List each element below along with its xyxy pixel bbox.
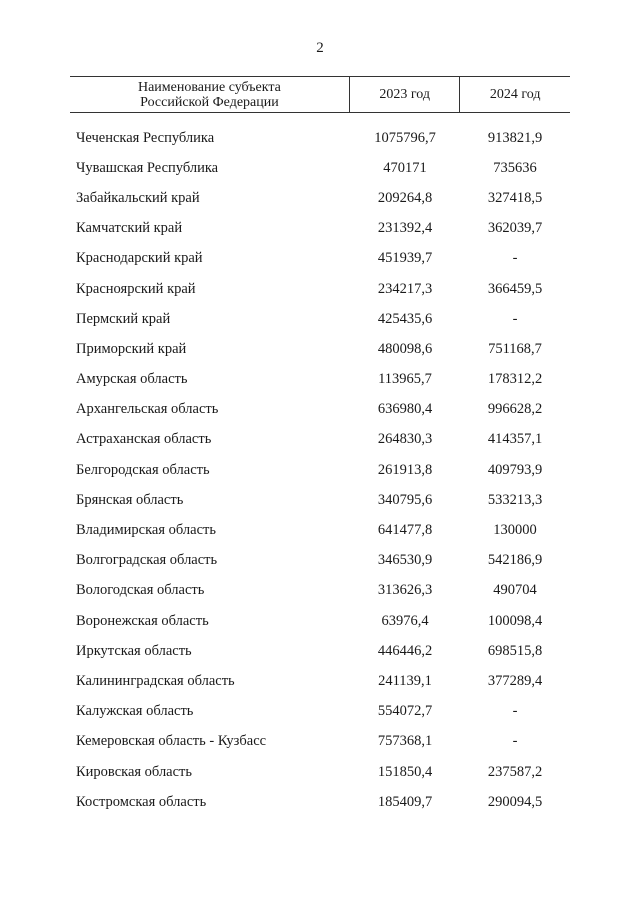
value-2024-cell: 290094,5 [487, 793, 543, 810]
subject-name-cell: Владимирская область [76, 522, 216, 539]
value-2023-cell: 313626,3 [377, 582, 433, 599]
subject-name-cell: Вологодская область [76, 582, 205, 599]
value-2023-cell: 554072,7 [377, 703, 433, 720]
subject-name-cell: Чеченская Республика [76, 129, 215, 146]
value-2023-cell: 641477,8 [377, 522, 433, 539]
table-row [70, 123, 570, 153]
table-row [70, 425, 570, 455]
value-2023-cell: 446446,2 [377, 642, 433, 659]
subject-name-cell: Кемеровская область - Кузбасс [76, 733, 267, 750]
value-2024-cell: 542186,9 [487, 552, 543, 569]
value-2023-cell: 480098,6 [377, 340, 433, 357]
value-2024-cell: 237587,2 [487, 763, 543, 780]
table-row [70, 334, 570, 364]
page-number: 2 [316, 40, 324, 56]
value-2023-cell: 231392,4 [377, 220, 433, 237]
subject-name-cell: Брянская область [76, 491, 184, 508]
value-2024-cell: 327418,5 [487, 189, 543, 206]
value-2023-cell: 151850,4 [377, 763, 433, 780]
value-2023-cell: 451939,7 [377, 250, 433, 267]
subject-name-cell: Калужская область [76, 703, 194, 720]
value-2023-cell: 63976,4 [381, 612, 429, 629]
subject-name-cell: Иркутская область [76, 642, 192, 659]
value-2024-cell: 100098,4 [487, 612, 543, 629]
value-2023-cell: 636980,4 [377, 401, 433, 418]
value-2023-cell: 340795,6 [377, 491, 433, 508]
value-2024-cell: - [512, 733, 518, 750]
value-2024-cell: 751168,7 [488, 340, 542, 357]
value-2023-cell: 346530,9 [377, 552, 433, 569]
table-row [70, 576, 570, 606]
table-row [70, 365, 570, 395]
table-row [70, 697, 570, 727]
subject-name-cell: Калининградская область [76, 672, 235, 689]
value-2024-cell: 533213,3 [487, 491, 543, 508]
value-2024-cell: - [512, 703, 518, 720]
table-row [70, 244, 570, 274]
subject-name-cell: Волгоградская область [76, 552, 218, 569]
table-row [70, 606, 570, 636]
table-row [70, 304, 570, 334]
table-row [70, 153, 570, 183]
value-2024-cell: 698515,8 [487, 642, 543, 659]
header-subject-name-line2: Российской Федерации [140, 94, 279, 110]
header-2024: 2024 год [489, 87, 541, 102]
table-row [70, 395, 570, 425]
value-2023-cell: 261913,8 [377, 461, 433, 478]
subject-name-cell: Воронежская область [76, 612, 209, 629]
value-2024-cell: 130000 [493, 522, 537, 539]
value-2023-cell: 113965,7 [378, 371, 432, 388]
value-2024-cell: 362039,7 [487, 220, 543, 237]
value-2023-cell: 185409,7 [377, 793, 433, 810]
value-2023-cell: 425435,6 [377, 310, 433, 327]
value-2024-cell: 414357,1 [487, 431, 543, 448]
value-2023-cell: 234217,3 [377, 280, 433, 297]
table-row [70, 274, 570, 304]
subject-name-cell: Забайкальский край [76, 189, 200, 206]
value-2024-cell: 490704 [493, 582, 537, 599]
value-2024-cell: 366459,5 [487, 280, 543, 297]
subject-name-cell: Краснодарский край [76, 250, 203, 267]
header-subject-name [70, 77, 350, 112]
value-2023-cell: 241139,1 [378, 672, 432, 689]
value-2023-cell: 264830,3 [377, 431, 433, 448]
subject-name-cell: Астраханская область [76, 431, 212, 448]
value-2023-cell: 209264,8 [377, 189, 433, 206]
subject-name-cell: Амурская область [76, 371, 188, 388]
table-row [70, 214, 570, 244]
subject-name-cell: Белгородская область [76, 461, 210, 478]
table-row [70, 546, 570, 576]
table-header [70, 76, 570, 113]
subject-name-cell: Приморский край [76, 340, 187, 357]
subject-name-cell: Кировская область [76, 763, 193, 780]
subject-name-cell: Костромская область [76, 793, 207, 810]
value-2024-cell: 735636 [493, 159, 537, 176]
header-subject-name-line1: Наименование субъекта [137, 79, 281, 95]
table-row [70, 515, 570, 545]
table-row [70, 666, 570, 696]
subject-name-cell: Архангельская область [76, 401, 219, 418]
value-2024-cell: 178312,2 [487, 371, 543, 388]
table-row [70, 455, 570, 485]
value-2023-cell: 470171 [383, 159, 427, 176]
table-row [70, 787, 570, 817]
table-row [70, 757, 570, 787]
subject-name-cell: Чувашская Республика [76, 159, 219, 176]
table-body [70, 123, 570, 817]
subject-name-cell: Красноярский край [76, 280, 196, 297]
value-2024-cell: 996628,2 [487, 401, 543, 418]
value-2024-cell: - [512, 310, 518, 327]
header-2023: 2023 год [350, 77, 461, 112]
table-row [70, 727, 570, 757]
table-row [70, 183, 570, 213]
subject-name-cell: Камчатский край [76, 220, 183, 237]
value-2023-cell: 1075796,7 [374, 129, 436, 146]
table-row [70, 485, 570, 515]
table-row [70, 636, 570, 666]
value-2023-cell: 757368,1 [377, 733, 433, 750]
subject-name-cell: Пермский край [76, 310, 171, 327]
value-2024-cell: 913821,9 [487, 129, 543, 146]
value-2024-cell: 409793,9 [487, 461, 543, 478]
value-2024-cell: - [512, 250, 518, 267]
value-2024-cell: 377289,4 [487, 672, 543, 689]
